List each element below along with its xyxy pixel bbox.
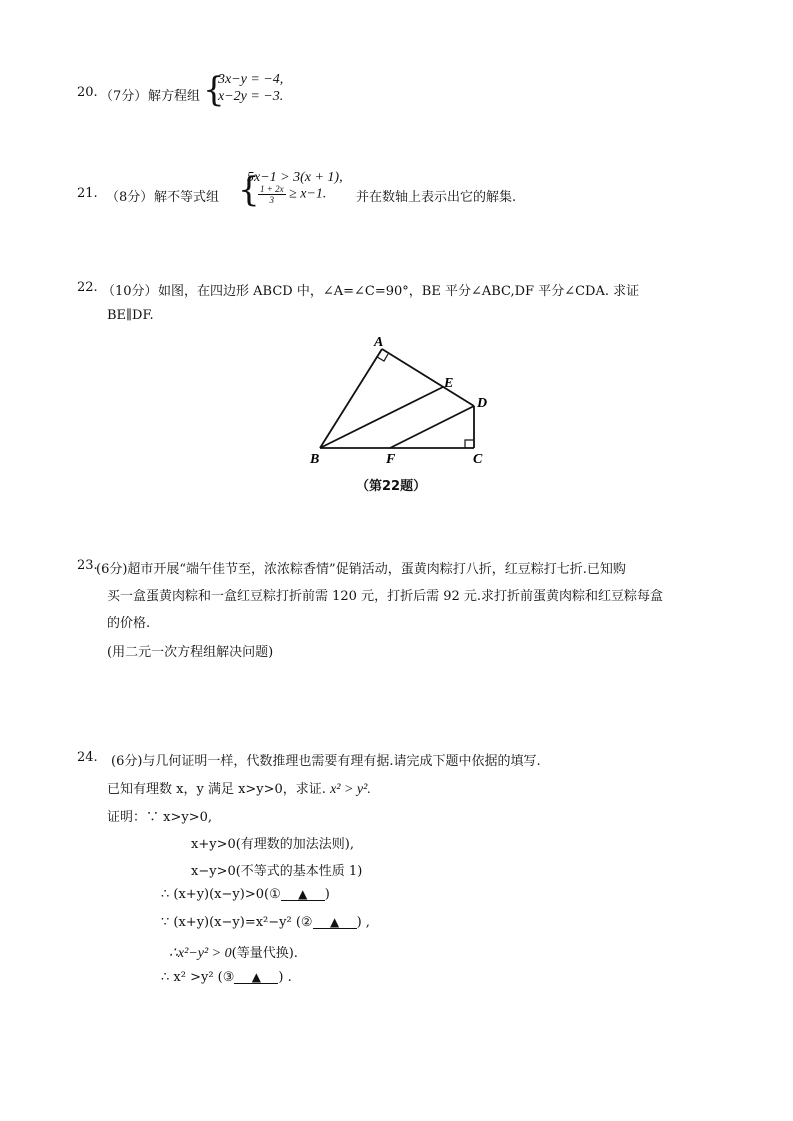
blank-3[interactable]: ▲ xyxy=(234,971,278,984)
q24-step-3 xyxy=(161,887,330,902)
q24-step-6 xyxy=(161,970,292,985)
q24-step-3-close: ) xyxy=(324,887,330,902)
q21-text: 解不等式组 xyxy=(154,190,220,205)
q23-text-line-2: 买一盒蛋黄肉粽和一盒红豆粽打折前需 120 元，打折后需 92 元.求打折前蛋黄肉粽和红豆粽每盒 xyxy=(107,589,664,604)
q22-text-line-2: BE∥DF. xyxy=(107,308,154,323)
q20-text: 解方程组 xyxy=(148,89,201,104)
q23-text-line-4: (用二元一次方程组解决问题) xyxy=(107,645,274,660)
q24-step-1: x+y>0(有理数的加法法则), xyxy=(191,837,355,852)
blank-1[interactable]: ▲ xyxy=(281,888,325,901)
q24-step-6-text: ∴ x² >y² (③ xyxy=(161,970,235,985)
q21-inequality-2 xyxy=(258,184,326,205)
q24-step-5-math: ∴x²−y² > 0 xyxy=(169,946,232,961)
q22-score: （10分） xyxy=(102,284,158,299)
q24-step-6-close: ) . xyxy=(278,970,292,985)
q21-inequality-2-rest: ≥ x−1. xyxy=(289,186,327,202)
q22-geometry-figure xyxy=(300,330,500,470)
q24-claim-math: x² > y². xyxy=(330,782,371,797)
q24-number: 24. xyxy=(77,750,98,765)
q24-given: 已知有理数 x，y 满足 x>y>0，求证. xyxy=(107,782,326,797)
q20-equation-2: x−2y = −3. xyxy=(218,89,284,104)
q24-step-2: x−y>0(不等式的基本性质 1) xyxy=(191,864,363,879)
q21-inequality-1: 5x−1 > 3(x + 1), xyxy=(247,170,343,185)
label-b: B xyxy=(310,452,320,467)
label-a: A xyxy=(374,335,384,350)
q24-text-line-1: (6分)与几何证明一样，代数推理也需要有理有据.请完成下题中依据的填写. xyxy=(111,754,541,769)
q20-equation-1: 3x−y = −4, xyxy=(218,72,284,87)
q24-proof-head: 证明：∵ x>y>0, xyxy=(107,810,212,825)
q24-step-4-close: ) , xyxy=(356,915,370,930)
quadrilateral-abcd xyxy=(320,349,474,448)
q21-fraction-numerator: 1 + 2x xyxy=(260,184,284,194)
q24-text-line-2 xyxy=(107,778,371,798)
label-c: C xyxy=(473,452,483,467)
q24-step-4-text: ∵ (x+y)(x−y)=x²−y² (② xyxy=(161,915,313,930)
segment-ad xyxy=(382,349,474,406)
q23-text-line-1: (6分)超市开展“端午佳节至，浓浓粽香情”促销活动，蛋黄肉粽打八折，红豆粽打七折.已知购 xyxy=(96,562,626,577)
q21-fraction-denominator: 3 xyxy=(269,195,275,205)
q24-step-5 xyxy=(169,942,298,962)
q21-tail: 并在数轴上表示出它的解集. xyxy=(356,190,517,205)
q23-number: 23. xyxy=(77,558,98,573)
q20-brace: { xyxy=(203,70,225,110)
q20-number: 20. xyxy=(77,85,98,100)
q21-number: 21. xyxy=(77,186,98,201)
q22-text-line-1: 如图，在四边形 ABCD 中，∠A=∠C=90°，BE 平分∠ABC,DF 平分∠CDA. 求证 xyxy=(158,284,640,299)
q24-step-3-text: ∴ (x+y)(x−y)>0(① xyxy=(161,887,281,902)
q24-step-4 xyxy=(161,915,370,930)
q22-figure-caption: （第22题） xyxy=(356,479,427,494)
q22-number: 22. xyxy=(77,280,98,295)
q20-score: （7分） xyxy=(100,89,148,104)
right-angle-mark-c xyxy=(465,440,474,448)
q23-text-line-3: 的价格. xyxy=(107,616,151,631)
q24-step-5-tail: (等量代换). xyxy=(231,946,298,961)
label-f: F xyxy=(386,452,396,467)
label-d: D xyxy=(477,396,488,411)
segment-df xyxy=(390,406,474,448)
q21-brace: { xyxy=(238,170,260,210)
q21-score: （8分） xyxy=(106,190,154,205)
label-e: E xyxy=(444,376,454,391)
blank-2[interactable]: ▲ xyxy=(313,916,357,929)
q21-fraction xyxy=(258,184,286,205)
